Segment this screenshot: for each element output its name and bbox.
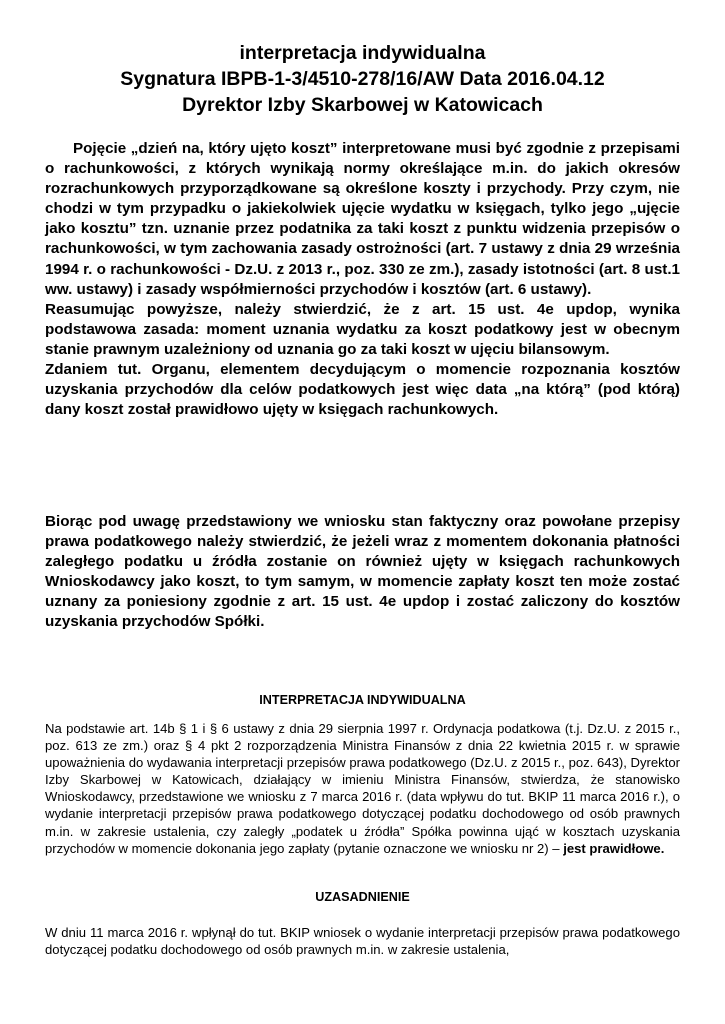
summary-paragraph: Biorąc pod uwagę przedstawiony we wniosku stan faktyczny oraz powołane przepisy prawa podatkowego należy stwierdzić, że jeżeli wraz z momentem dokonania płatności zaległego podatku u źródła zostanie on również ujęty w księgach rachunkowych Wnioskodawcy jako koszt, to tym samym, w momencie zapłaty koszt ten może zostać uznany za poniesiony zgodnie z art. 15 ust. 4e updop i zostać zaliczony do kosztów uzyskania przychodów Spółki.: [45, 513, 680, 631]
document-type-title: interpretacja indywidualna: [239, 42, 486, 64]
summary-paragraph: Reasumując powyższe, należy stwierdzić, że z art. 15 ust. 4e updop, wynika podstawowa zasada: moment uznania wydatku za koszt podatkowy jest w obecnym stanie prawnym uzależniony od uznania go za taki koszt w ujęciu bilansowym.: [45, 300, 680, 358]
document-header: [0, 40, 725, 118]
interpretation-verdict: jest prawidłowe.: [563, 840, 665, 856]
issuing-authority: Dyrektor Izby Skarbowej w Katowicach: [182, 94, 543, 116]
summary-thesis: [45, 139, 680, 420]
interpretation-heading: INTERPRETACJA INDYWIDUALNA: [259, 693, 466, 707]
interpretation-text: Na podstawie art. 14b § 1 i § 6 ustawy z dnia 29 sierpnia 1997 r. Ordynacja podatkowa (t.j. Dz.U. z 2015 r., poz. 613 ze zm.) oraz § 4 pkt 2 rozporządzenia Ministra Finansów z dnia 22 kwietnia 2015 r. w sprawie upoważnienia do wydawania interpretacji przepisów prawa podatkowego (Dz.U. z 2015 r., poz. 643), Dyrektor Izby Skarbowej w Katowicach, działający w imieniu Ministra Finansów, stwierdza, że stanowisko Wnioskodawcy, przedstawione we wniosku z 7 marca 2016 r. (data wpływu do tut. BKIP 11 marca 2016 r.), o wydanie interpretacji przepisów prawa podatkowego dotyczącej podatku dochodowego od osób prawnych m.in. w zakresie ustalenia, czy zaległy „podatek u źródła” Spółka powinna ująć w kosztach uzyskania przychodów w momencie dokonania jego zapłaty (pytanie oznaczone we wniosku nr 2) –: [45, 721, 680, 856]
summary-paragraph: Zdaniem tut. Organu, elementem decydującym o momencie rozpoznania kosztów uzyskania przychodów dla celów podatkowych jest więc data „na którą” (pod którą) dany koszt został prawidłowo ujęty w księgach rachunkowych.: [45, 361, 680, 419]
interpretation-paragraph: [45, 720, 680, 857]
justification-heading: UZASADNIENIE: [315, 890, 410, 904]
summary-paragraph: Pojęcie „dzień na, który ujęto koszt” interpretowane musi być zgodnie z przepisami o rachunkowości, z których wynikają normy określające m.in. do jakich okresów rozrachunkowych przyporządkowane są określone koszty i przychody. Przy czym, nie chodzi w tym przypadku o jakiekolwiek ujęcie wydatku w księgach, tylko jego „ujęcie jako kosztu” tzn. uznanie przez podatnika za taki koszt z punktu widzenia przepisów o rachunkowości, w tym zachowania zasady ostrożności (art. 7 ustawy z dnia 29 września 1994 r. o rachunkowości - Dz.U. z 2013 r., poz. 330 ze zm.), zasady istotności (art. 8 ust.1 ww. ustawy) i zasady współmierności przychodów i kosztów (art. 6 ustawy).: [45, 140, 680, 298]
summary-conclusion: [45, 512, 680, 633]
interpretation-body: [45, 720, 680, 857]
justification-body: [45, 924, 680, 958]
signature-and-date: Sygnatura IBPB-1-3/4510-278/16/AW Data 2016.04.12: [120, 68, 605, 90]
justification-paragraph: W dniu 11 marca 2016 r. wpłynął do tut. BKIP wniosek o wydanie interpretacji przepisów prawa podatkowego dotyczącej podatku dochodowego od osób prawnych m.in. w zakresie ustalenia,: [45, 925, 680, 958]
